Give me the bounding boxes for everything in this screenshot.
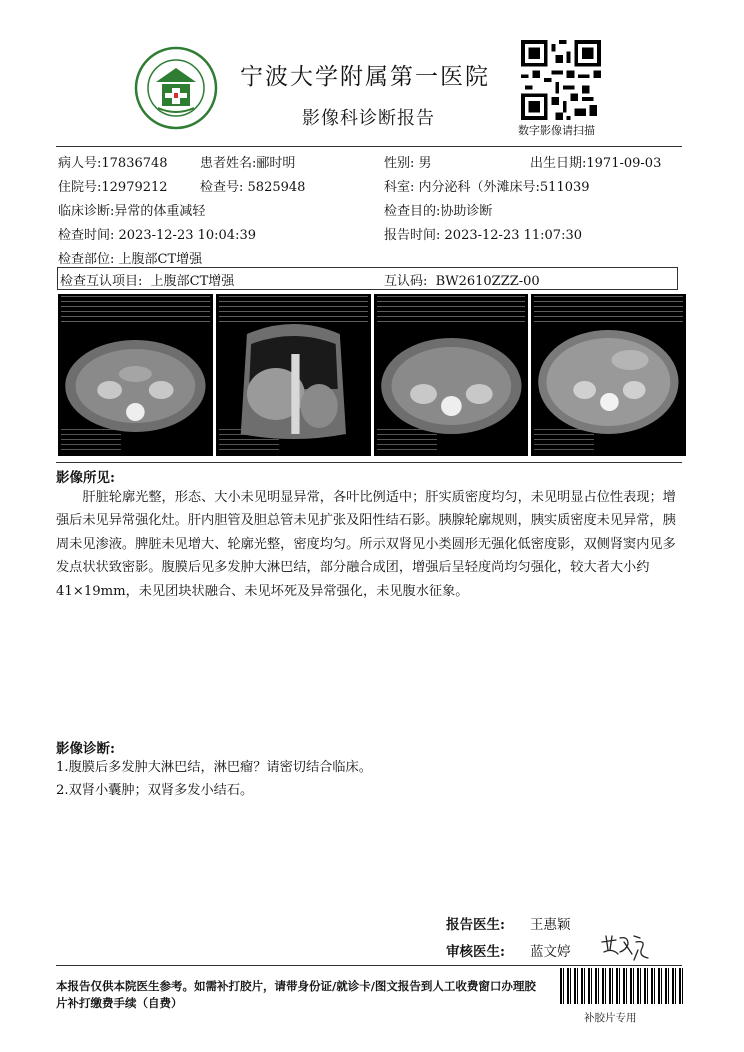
findings-title: 影像所见: xyxy=(56,470,115,486)
hospital-name: 宁波大学附属第一医院 xyxy=(240,64,490,90)
barcode-caption: 补胶片专用 xyxy=(584,1012,637,1024)
patient-id-value: 17836748 xyxy=(101,156,168,171)
header-divider xyxy=(56,146,682,147)
exam-no-label: 检查号: xyxy=(200,180,244,195)
mutual-item-value: 上腹部CT增强 xyxy=(150,274,235,289)
ct-image-4[interactable] xyxy=(531,294,686,456)
exam-time-value: 2023-12-23 10:04:39 xyxy=(118,228,257,243)
qr-code[interactable] xyxy=(521,40,601,120)
hospital-logo xyxy=(134,46,218,130)
exam-site-value: 上腹部CT增强 xyxy=(118,252,203,267)
exam-time-field xyxy=(58,224,256,243)
patient-name-field xyxy=(200,152,295,171)
sex-field xyxy=(384,152,432,171)
clinical-diagnosis-label: 临床诊断: xyxy=(58,204,115,219)
patient-name-label: 患者姓名: xyxy=(200,156,257,171)
reviewer-name: 蓝文婷 xyxy=(530,944,571,960)
exam-purpose-label: 检查目的: xyxy=(384,204,441,219)
findings-text: 肝脏轮廓光整，形态、大小未见明显异常，各叶比例适中；肝实质密度均匀，未见明显占位性表现；增强后未见异常强化灶。肝内胆管及胆总管未见扩张及阳性结石影。胰腺轮廓规则，胰实质密度未见异常，胰周未见渗液。脾脏未见增大、轮廓光整，密度均匀。所示双肾见小类圆形无强化低密度影，双侧肾窦内见多发点状状致密影。腹膜后见多发肿大淋巴结，部分融合成团，增强后呈轻度尚均匀强化，较大者大小约41×19mm，未见团块状融合、未见坏死及异常强化，未见腹水征象。 xyxy=(56,490,676,599)
report-time-value: 2023-12-23 11:07:30 xyxy=(444,228,583,243)
reporter-name: 王惠颖 xyxy=(530,917,571,933)
sex-value: 男 xyxy=(418,156,432,171)
clinical-diagnosis-value: 异常的体重减轻 xyxy=(114,204,206,219)
exam-purpose-value: 协助诊断 xyxy=(440,204,493,219)
department-field xyxy=(384,176,590,195)
exam-site-field xyxy=(58,248,202,267)
inpatient-field xyxy=(58,176,168,195)
reviewer-label: 审核医生: xyxy=(446,944,505,960)
dob-label: 出生日期: xyxy=(530,156,587,171)
ct-image-3[interactable] xyxy=(374,294,529,456)
report-time-label: 报告时间: xyxy=(384,228,441,243)
images-divider xyxy=(56,462,682,463)
exam-no-value: 5825948 xyxy=(247,180,306,195)
footer-note: 本报告仅供本院医生参考。如需补打胶片，请带身份证/就诊卡/图文报告到人工收费窗口办理胶片补打缴费手续（自费） xyxy=(56,979,536,1010)
footer-divider xyxy=(56,965,682,966)
report-title: 影像科诊断报告 xyxy=(302,108,435,129)
qr-caption: 数字影像请扫描 xyxy=(518,124,595,137)
inpatient-label: 住院号: xyxy=(58,180,102,195)
mutual-code-field xyxy=(384,270,540,289)
report-time-field xyxy=(384,224,582,243)
reporter-label: 报告医生: xyxy=(446,917,505,933)
mutual-item-field xyxy=(60,270,234,289)
exam-no-field xyxy=(200,176,305,195)
mutual-item-label: 检查互认项目: xyxy=(60,274,143,289)
clinical-diagnosis-field xyxy=(58,200,205,219)
diagnosis-item-1: 1.腹膜后多发肿大淋巴结，淋巴瘤？请密切结合临床。 xyxy=(56,760,372,775)
dob-value: 1971-09-03 xyxy=(586,156,662,171)
patient-name-value: 郦时明 xyxy=(256,156,296,171)
inpatient-value: 12979212 xyxy=(101,180,168,195)
department-label: 科室: xyxy=(384,180,415,195)
mutual-code-label: 互认码: xyxy=(384,274,428,289)
mutual-code-value: BW2610ZZZ-00 xyxy=(435,274,540,289)
handwritten-signature xyxy=(598,930,652,964)
diagnosis-title: 影像诊断: xyxy=(56,741,115,757)
diagnosis-item-2: 2.双肾小囊肿；双肾多发小结石。 xyxy=(56,783,254,798)
exam-time-label: 检查时间: xyxy=(58,228,115,243)
patient-id-label: 病人号: xyxy=(58,156,102,171)
department-value: 内分泌科（外滩床号:511039 xyxy=(418,180,590,195)
dob-field xyxy=(530,152,661,171)
sex-label: 性别: xyxy=(384,156,415,171)
ct-image-2[interactable] xyxy=(216,294,371,456)
ct-image-strip xyxy=(58,294,686,456)
patient-id-field xyxy=(58,152,168,171)
ct-image-1[interactable] xyxy=(58,294,213,456)
exam-purpose-field xyxy=(384,200,492,219)
exam-site-label: 检查部位: xyxy=(58,252,115,267)
film-reprint-barcode[interactable] xyxy=(560,968,684,1004)
